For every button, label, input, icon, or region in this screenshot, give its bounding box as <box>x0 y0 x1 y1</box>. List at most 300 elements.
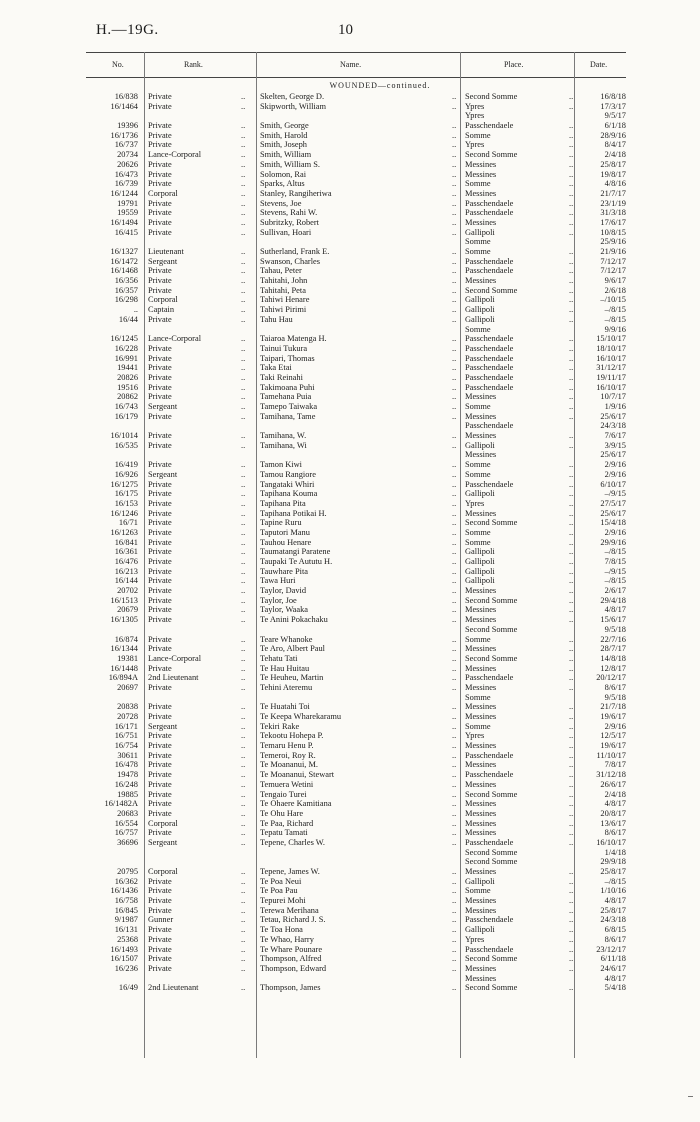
cell-date: 23/12/17 <box>596 944 626 954</box>
leader-dots: .. <box>452 188 457 198</box>
table-row <box>0 199 700 209</box>
leader-dots: .. <box>452 963 457 973</box>
cell-no: 16/1344 <box>110 644 138 654</box>
table-row <box>0 848 700 858</box>
cell-rank: Private <box>148 276 172 286</box>
cell-date: 15/6/17 <box>600 615 626 625</box>
cell-name: Smith, George <box>260 121 309 131</box>
cell-no: 16/743 <box>114 402 138 411</box>
leader-dots: .. <box>452 799 457 809</box>
cell-rank: Private <box>148 343 172 353</box>
cell-no: 20734 <box>117 150 138 160</box>
cell-place: Messines <box>465 682 497 692</box>
leader-dots: .. <box>241 372 246 382</box>
table-row <box>0 625 700 635</box>
leader-dots: .. <box>452 179 457 189</box>
cell-rank: Private <box>148 460 172 470</box>
cell-date: 4/8/16 <box>604 179 626 189</box>
cell-place: Messines <box>465 508 497 518</box>
cell-rank: Private <box>148 779 172 789</box>
table-row <box>0 751 700 761</box>
cell-rank: Private <box>148 634 172 644</box>
leader-dots: .. <box>569 944 574 954</box>
leader-dots: .. <box>569 276 574 286</box>
table-row <box>0 140 700 150</box>
cell-place: Somme <box>465 634 491 644</box>
leader-dots: .. <box>241 198 246 208</box>
cell-date: –/8/15 <box>604 547 626 557</box>
cell-place: Passchendaele <box>465 421 514 431</box>
cell-date: 19/6/17 <box>600 712 626 721</box>
cell-no: 20679 <box>117 605 138 615</box>
leader-dots: .. <box>452 295 457 305</box>
cell-place: Messines <box>465 779 497 789</box>
cell-no: 16/1468 <box>110 266 138 276</box>
cell-place: Messines <box>465 644 497 654</box>
cell-place: Messines <box>465 702 497 712</box>
cell-name: Tauwhare Pita <box>260 566 309 576</box>
cell-rank: Private <box>148 392 172 402</box>
cell-date: 15/4/18 <box>600 518 626 528</box>
cell-name: Tekootu Hohepa P. <box>260 731 324 741</box>
cell-place: Second Somme <box>465 983 518 993</box>
leader-dots: .. <box>452 498 457 508</box>
cell-name: Stevens, Rahi W. <box>260 208 318 218</box>
cell-no: 16/1507 <box>110 954 138 964</box>
leader-dots: .. <box>569 837 574 847</box>
table-row <box>0 470 700 480</box>
cell-place: Gallipoli <box>465 557 495 566</box>
cell-no: 16/1448 <box>110 663 138 673</box>
cell-rank: Captain <box>148 305 175 315</box>
cell-place: Messines <box>465 159 497 169</box>
leader-dots: .. <box>452 896 457 906</box>
cell-date: 1/9/16 <box>604 402 626 411</box>
leader-dots: .. <box>241 169 246 179</box>
cell-name: Te Whare Pounare <box>260 944 323 954</box>
table-row <box>0 790 700 800</box>
leader-dots: .. <box>241 653 246 663</box>
cell-rank: Private <box>148 266 172 276</box>
cell-no: 16/1327 <box>110 247 138 256</box>
cell-rank: Corporal <box>148 188 178 198</box>
leader-dots: .. <box>241 179 246 189</box>
leader-dots: .. <box>569 983 574 993</box>
cell-name: Te Aro, Albert Paul <box>260 644 326 654</box>
cell-no: 16/1305 <box>110 615 138 625</box>
cell-name: Smith, Joseph <box>260 140 307 150</box>
cell-rank: Sergeant <box>148 469 178 479</box>
cell-date: 15/10/17 <box>596 334 626 344</box>
cell-date: 31/12/18 <box>596 770 626 780</box>
cell-place: Messines <box>465 760 497 770</box>
cell-name: Te Moananui, Stewart <box>260 770 335 780</box>
cell-rank: Private <box>148 411 172 421</box>
cell-no: 16/874 <box>114 634 138 644</box>
leader-dots: .. <box>452 770 457 780</box>
cell-name: Tetau, Richard J. S. <box>260 915 326 925</box>
cell-place: Gallipoli <box>465 576 495 586</box>
cell-place: Somme <box>465 537 491 547</box>
leader-dots: .. <box>452 130 457 140</box>
cell-place: Messines <box>465 450 497 460</box>
leader-dots: .. <box>569 460 574 470</box>
cell-place: Messines <box>465 828 497 838</box>
leader-dots: .. <box>569 557 574 566</box>
table-row <box>0 189 700 199</box>
column-header-date: Date. <box>590 60 608 69</box>
cell-place: Ypres <box>465 498 485 508</box>
cell-rank: Corporal <box>148 867 178 876</box>
leader-dots: .. <box>241 789 246 799</box>
leader-dots: .. <box>452 760 457 770</box>
cell-rank: Private <box>148 576 172 586</box>
table-row <box>0 179 700 189</box>
cell-rank: Private <box>148 566 172 576</box>
cell-no: 9/1987 <box>114 915 138 925</box>
cell-date: 19/6/17 <box>600 741 626 751</box>
cell-no: 16/236 <box>114 963 138 973</box>
leader-dots: .. <box>452 305 457 315</box>
leader-dots: .. <box>569 741 574 751</box>
cell-place: Messines <box>465 586 497 596</box>
cell-place: Passchendaele <box>465 837 514 847</box>
cell-place: Messines <box>465 431 497 441</box>
leader-dots: .. <box>452 285 457 295</box>
leader-dots: .. <box>569 867 574 876</box>
cell-place: Second Somme <box>465 954 518 964</box>
leader-dots: .. <box>452 673 457 683</box>
leader-dots: .. <box>452 934 457 944</box>
cell-rank: Private <box>148 440 172 450</box>
cell-date: 9/5/18 <box>604 692 626 702</box>
table-row <box>0 499 700 509</box>
leader-dots: .. <box>452 682 457 692</box>
cell-date: 4/8/17 <box>604 799 626 809</box>
cell-place: Passchendaele <box>465 266 514 276</box>
cell-place: Somme <box>465 179 491 189</box>
cell-rank: Private <box>148 508 172 518</box>
leader-dots: .. <box>452 818 457 828</box>
leader-dots: .. <box>241 343 246 353</box>
leader-dots: .. <box>569 227 574 237</box>
cell-rank: Private <box>148 586 172 596</box>
cell-place: Messines <box>465 896 497 906</box>
leader-dots: .. <box>452 489 457 499</box>
cell-name: Te Poa Neui <box>260 876 302 886</box>
table-row <box>0 915 700 925</box>
cell-date: 6/11/18 <box>600 954 626 964</box>
cell-name: Tahitahi, Peta <box>260 285 306 295</box>
leader-dots: .. <box>241 837 246 847</box>
cell-date: 2/9/16 <box>604 460 626 470</box>
cell-no: 16/415 <box>114 227 138 237</box>
cell-rank: Private <box>148 285 172 295</box>
table-row <box>0 266 700 276</box>
cell-rank: Private <box>148 372 172 382</box>
cell-rank: Private <box>148 925 172 935</box>
cell-rank: Private <box>148 886 172 896</box>
leader-dots: .. <box>452 712 457 721</box>
leader-dots: .. <box>241 431 246 441</box>
cell-no: 16/1246 <box>110 508 138 518</box>
cell-place: Gallipoli <box>465 566 495 576</box>
table-row <box>0 886 700 896</box>
leader-dots: .. <box>241 489 246 499</box>
leader-dots: .. <box>452 644 457 654</box>
cell-rank: Private <box>148 537 172 547</box>
cell-rank: Private <box>148 876 172 886</box>
cell-name: Skelten, George D. <box>260 92 325 101</box>
leader-dots: .. <box>569 489 574 499</box>
cell-no: 16/1275 <box>110 479 138 489</box>
table-row <box>0 799 700 809</box>
leader-dots: .. <box>241 673 246 683</box>
cell-rank: Private <box>148 712 172 721</box>
cell-rank: 2nd Lieutenant <box>148 673 199 683</box>
cell-date: 6/8/15 <box>604 925 626 935</box>
cell-no: 16/298 <box>114 295 138 305</box>
cell-rank: Private <box>148 789 172 799</box>
table-row <box>0 480 700 490</box>
cell-name: Skipworth, William <box>260 101 327 111</box>
leader-dots: .. <box>452 121 457 131</box>
table-row <box>0 935 700 945</box>
table-row <box>0 354 700 364</box>
leader-dots: .. <box>241 353 246 363</box>
leader-dots: .. <box>569 208 574 218</box>
cell-place: Passchendaele <box>465 334 514 344</box>
cell-rank: Private <box>148 944 172 954</box>
leader-dots: .. <box>241 779 246 789</box>
casualty-list <box>0 92 700 993</box>
leader-dots: .. <box>569 363 574 373</box>
cell-place: Messines <box>465 605 497 615</box>
leader-dots: .. <box>241 479 246 489</box>
cell-place: Somme <box>465 460 491 470</box>
leader-dots: .. <box>452 353 457 363</box>
cell-place: Passchendaele <box>465 673 514 683</box>
table-row <box>0 392 700 402</box>
cell-name: Taka Etai <box>260 363 292 373</box>
leader-dots: .. <box>241 392 246 402</box>
leader-dots: .. <box>452 247 457 256</box>
table-row <box>0 722 700 732</box>
leader-dots: .. <box>241 615 246 625</box>
cell-rank: Lance-Corporal <box>148 653 202 663</box>
cell-date: 4/8/17 <box>604 973 626 983</box>
cell-date: 29/4/18 <box>600 595 626 605</box>
cell-name: Tauhou Henare <box>260 537 312 547</box>
cell-date: 24/3/18 <box>600 915 626 925</box>
cell-date: 31/3/18 <box>600 208 626 218</box>
table-row <box>0 673 700 683</box>
cell-rank: Gunner <box>148 915 174 925</box>
cell-date: –/8/15 <box>604 576 626 586</box>
leader-dots: .. <box>569 295 574 305</box>
leader-dots: .. <box>569 343 574 353</box>
leader-dots: .. <box>452 576 457 586</box>
leader-dots: .. <box>569 537 574 547</box>
cell-date: 21/7/17 <box>600 188 626 198</box>
leader-dots: .. <box>569 169 574 179</box>
cell-place: Messines <box>465 867 497 876</box>
cell-place: Second Somme <box>465 595 518 605</box>
leader-dots: .. <box>241 808 246 818</box>
leader-dots: .. <box>241 247 246 256</box>
leader-dots: .. <box>241 799 246 809</box>
cell-rank: Private <box>148 644 172 654</box>
table-row <box>0 925 700 935</box>
leader-dots: .. <box>241 566 246 576</box>
cell-date: 2/9/16 <box>604 527 626 537</box>
cell-rank: 2nd Lieutenant <box>148 983 199 993</box>
leader-dots: .. <box>241 576 246 586</box>
cell-no: 16/1014 <box>110 431 138 441</box>
leader-dots: .. <box>452 702 457 712</box>
leader-dots: .. <box>241 867 246 876</box>
leader-dots: .. <box>569 372 574 382</box>
leader-dots: .. <box>452 217 457 227</box>
leader-dots: .. <box>241 963 246 973</box>
cell-place: Somme <box>465 402 491 411</box>
cell-date: 1/10/16 <box>600 886 626 896</box>
cell-date: 21/7/18 <box>600 702 626 712</box>
table-row <box>0 731 700 741</box>
leader-dots: .. <box>452 925 457 935</box>
cell-place: Gallipoli <box>465 489 495 499</box>
cell-date: 12/8/17 <box>600 663 626 673</box>
leader-dots: .. <box>241 741 246 751</box>
cell-no: 16/153 <box>114 498 138 508</box>
table-row <box>0 111 700 121</box>
cell-place: Passchendaele <box>465 256 514 266</box>
cell-name: Tengaio Turei <box>260 789 307 799</box>
cell-place: Messines <box>465 905 497 915</box>
leader-dots: .. <box>452 731 457 741</box>
cell-name: Tapihana Potikai H. <box>260 508 327 518</box>
cell-date: 3/9/15 <box>604 440 626 450</box>
cell-date: 7/6/17 <box>604 431 626 441</box>
table-row <box>0 712 700 722</box>
cell-place: Messines <box>465 217 497 227</box>
cell-name: Sullivan, Hoari <box>260 227 312 237</box>
table-row <box>0 295 700 305</box>
cell-name: Tamihana, W. <box>260 431 307 441</box>
cell-date: 12/5/17 <box>600 731 626 741</box>
cell-date: 10/7/17 <box>600 392 626 402</box>
cell-rank: Sergeant <box>148 402 178 411</box>
leader-dots: .. <box>452 159 457 169</box>
leader-dots: .. <box>569 382 574 392</box>
cell-name: Tapine Ruru <box>260 518 302 528</box>
leader-dots: .. <box>569 305 574 315</box>
leader-dots: .. <box>241 276 246 286</box>
leader-dots: .. <box>452 566 457 576</box>
table-row <box>0 828 700 838</box>
cell-name: Tamihana, Tame <box>260 411 316 421</box>
table-row <box>0 557 700 567</box>
leader-dots: .. <box>569 392 574 402</box>
leader-dots: .. <box>452 867 457 876</box>
cell-rank: Private <box>148 663 172 673</box>
cell-name: Taki Reinahi <box>260 372 303 382</box>
leader-dots: .. <box>569 256 574 266</box>
leader-dots: .. <box>569 92 574 101</box>
table-row <box>0 857 700 867</box>
cell-name: Tapihana Kouma <box>260 489 318 499</box>
cell-date: –/8/15 <box>604 314 626 324</box>
cell-place: Passchendaele <box>465 363 514 373</box>
cell-rank: Private <box>148 527 172 537</box>
cell-rank: Lance-Corporal <box>148 150 202 160</box>
leader-dots: .. <box>241 770 246 780</box>
report-reference: H.—19G. <box>96 22 159 38</box>
cell-place: Messines <box>465 799 497 809</box>
cell-rank: Private <box>148 557 172 566</box>
leader-dots: .. <box>241 159 246 169</box>
cell-no: 16/739 <box>114 179 138 189</box>
leader-dots: .. <box>569 547 574 557</box>
cell-rank: Private <box>148 121 172 131</box>
cell-rank: Private <box>148 741 172 751</box>
table-row <box>0 160 700 170</box>
cell-date: 25/6/17 <box>600 508 626 518</box>
leader-dots: .. <box>569 721 574 731</box>
cell-name: Taipari, Thomas <box>260 353 315 363</box>
cell-date: 25/8/17 <box>600 905 626 915</box>
cell-rank: Private <box>148 353 172 363</box>
cell-date: 25/9/16 <box>600 237 626 247</box>
leader-dots: .. <box>452 750 457 760</box>
table-row <box>0 644 700 654</box>
cell-no: 25368 <box>117 934 138 944</box>
cell-date: 2/9/16 <box>604 721 626 731</box>
table-row <box>0 964 700 974</box>
leader-dots: .. <box>569 925 574 935</box>
cell-name: Tahiwi Henare <box>260 295 310 305</box>
table-row <box>0 509 700 519</box>
cell-no: 20826 <box>117 372 138 382</box>
leader-dots: .. <box>569 818 574 828</box>
leader-dots: .. <box>569 527 574 537</box>
section-title: WOUNDED—continued. <box>329 81 431 90</box>
cell-rank: Lance-Corporal <box>148 334 202 344</box>
cell-date: 7/8/15 <box>604 557 626 566</box>
cell-name: Tainui Tukura <box>260 343 308 353</box>
cell-date: 10/8/15 <box>600 227 626 237</box>
table-row <box>0 441 700 451</box>
cell-no: 16/1263 <box>110 527 138 537</box>
leader-dots: .. <box>569 653 574 663</box>
cell-no: 16/737 <box>114 140 138 150</box>
leader-dots: .. <box>452 169 457 179</box>
cell-place: Second Somme <box>465 653 518 663</box>
cell-date: 6/10/17 <box>600 479 626 489</box>
leader-dots: .. <box>569 760 574 770</box>
leader-dots: .. <box>569 198 574 208</box>
cell-no: 19516 <box>117 382 138 392</box>
cell-name: Thompson, Alfred <box>260 954 322 964</box>
leader-dots: .. <box>241 266 246 276</box>
cell-rank: Private <box>148 828 172 838</box>
leader-dots: .. <box>452 256 457 266</box>
cell-rank: Sergeant <box>148 837 178 847</box>
table-row <box>0 286 700 296</box>
leader-dots: .. <box>452 808 457 818</box>
cell-place: Passchendaele <box>465 915 514 925</box>
table-row <box>0 170 700 180</box>
